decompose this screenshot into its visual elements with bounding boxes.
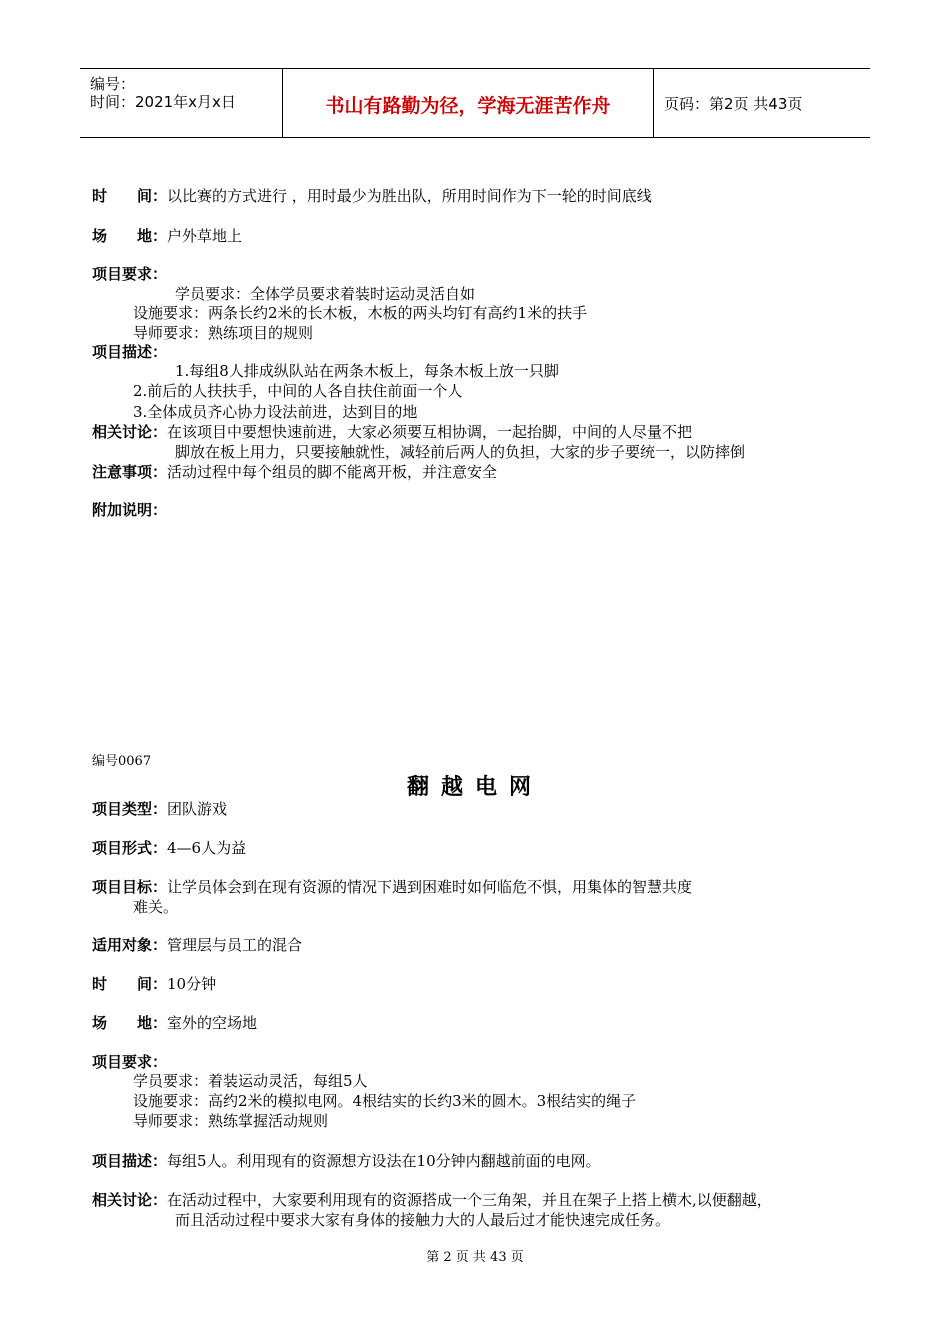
page-footer: 第 2 页 共 43 页 bbox=[426, 1250, 524, 1265]
time-row-2 bbox=[92, 974, 216, 994]
req-item-2: 学员要求：着装运动灵活，每组5人 bbox=[133, 1072, 368, 1090]
header-motto-cell bbox=[283, 69, 654, 137]
type-row bbox=[92, 799, 227, 819]
place-label-2: 场 地： bbox=[92, 1014, 168, 1032]
header-info-cell bbox=[80, 69, 283, 137]
req-item: 导师要求：熟练项目的规则 bbox=[133, 324, 314, 342]
item-title: 翻越电网 bbox=[406, 775, 543, 800]
date-label: 时间：2021年x月x日 bbox=[90, 93, 236, 111]
time-label: 时 间： bbox=[92, 187, 168, 205]
page-label: 页码：第2页 共43页 bbox=[664, 95, 803, 113]
place-value: 户外草地上 bbox=[167, 227, 243, 245]
type-value: 团队游戏 bbox=[167, 800, 228, 818]
req-item: 设施要求：两条长约2米的长木板，木板的两头均钉有高约1米的扶手 bbox=[133, 304, 588, 322]
desc-item: 2.前后的人扶扶手，中间的人各自扶住前面一个人 bbox=[133, 382, 463, 400]
type-label: 项目类型： bbox=[92, 800, 168, 818]
target-value: 管理层与员工的混合 bbox=[167, 936, 303, 954]
target-label: 适用对象： bbox=[92, 936, 168, 954]
notes-value: 活动过程中每个组员的脚不能离开板，并注意安全 bbox=[167, 463, 498, 481]
discussion-text-2: 在活动过程中，大家要利用现有的资源搭成一个三角架，并且在架子上搭上横木,以便翻越， bbox=[167, 1191, 772, 1209]
form-value: 4—6人为益 bbox=[167, 839, 247, 857]
form-label: 项目形式： bbox=[92, 839, 168, 857]
item-code: 编号0067 bbox=[92, 754, 152, 769]
discussion-text: 在该项目中要想快速前进，大家必须要互相协调，一起抬脚，中间的人尽量不把 bbox=[167, 423, 693, 441]
time-value: 以比赛的方式进行 ，用时最少为胜出队，所用时间作为下一轮的时间底线 bbox=[167, 187, 652, 205]
goal-text-cont: 难关。 bbox=[133, 898, 179, 916]
time-row bbox=[92, 186, 652, 206]
desc-item: 1.每组8人排成纵队站在两条木板上，每条木板上放一只脚 bbox=[175, 362, 559, 380]
form-row bbox=[92, 838, 246, 858]
discussion-row-2 bbox=[92, 1190, 772, 1210]
extra-label: 附加说明： bbox=[92, 501, 168, 519]
req-item: 学员要求：全体学员要求着装时运动灵活自如 bbox=[175, 285, 476, 303]
req-item-2: 导师要求：熟练掌握活动规则 bbox=[133, 1112, 329, 1130]
time-value-2: 10分钟 bbox=[167, 975, 217, 993]
goal-row bbox=[92, 877, 692, 897]
discussion-row bbox=[92, 422, 692, 442]
description-label-2: 项目描述： bbox=[92, 1152, 168, 1170]
description-value-2: 每组5人。利用现有的资源想方设法在10分钟内翻越前面的电网。 bbox=[167, 1152, 601, 1170]
discussion-label: 相关讨论： bbox=[92, 423, 168, 441]
discussion-label-2: 相关讨论： bbox=[92, 1191, 168, 1209]
description-label: 项目描述： bbox=[92, 343, 168, 361]
description-row-2 bbox=[92, 1151, 601, 1171]
place-row bbox=[92, 226, 242, 246]
header-page-cell bbox=[654, 69, 870, 137]
requirements-label: 项目要求： bbox=[92, 265, 168, 283]
desc-item: 3.全体成员齐心协力设法前进，达到目的地 bbox=[133, 403, 418, 421]
req-item-2: 设施要求：高约2米的模拟电网。4根结实的长约3米的圆木。3根结实的绳子 bbox=[133, 1092, 637, 1110]
target-row bbox=[92, 935, 302, 955]
goal-label: 项目目标： bbox=[92, 878, 168, 896]
place-label: 场 地： bbox=[92, 227, 168, 245]
place-row-2 bbox=[92, 1013, 257, 1033]
requirements-label-2: 项目要求： bbox=[92, 1053, 168, 1071]
number-label: 编号： bbox=[90, 75, 136, 93]
motto: 书山有路勤为径，学海无涯苦作舟 bbox=[325, 95, 611, 117]
page-header bbox=[80, 68, 870, 138]
notes-row bbox=[92, 462, 497, 482]
goal-text: 让学员体会到在现有资源的情况下遇到困难时如何临危不惧，用集体的智慧共度 bbox=[167, 878, 693, 896]
discussion-text-cont: 脚放在板上用力，只要接触就性，减轻前后两人的负担，大家的步子要统一，以防摔倒 bbox=[175, 443, 746, 461]
time-label-2: 时 间： bbox=[92, 975, 168, 993]
place-value-2: 室外的空场地 bbox=[167, 1014, 258, 1032]
notes-label: 注意事项： bbox=[92, 463, 168, 481]
discussion-text-2-cont: 而且活动过程中要求大家有身体的接触力大的人最后过才能快速完成任务。 bbox=[175, 1211, 671, 1229]
